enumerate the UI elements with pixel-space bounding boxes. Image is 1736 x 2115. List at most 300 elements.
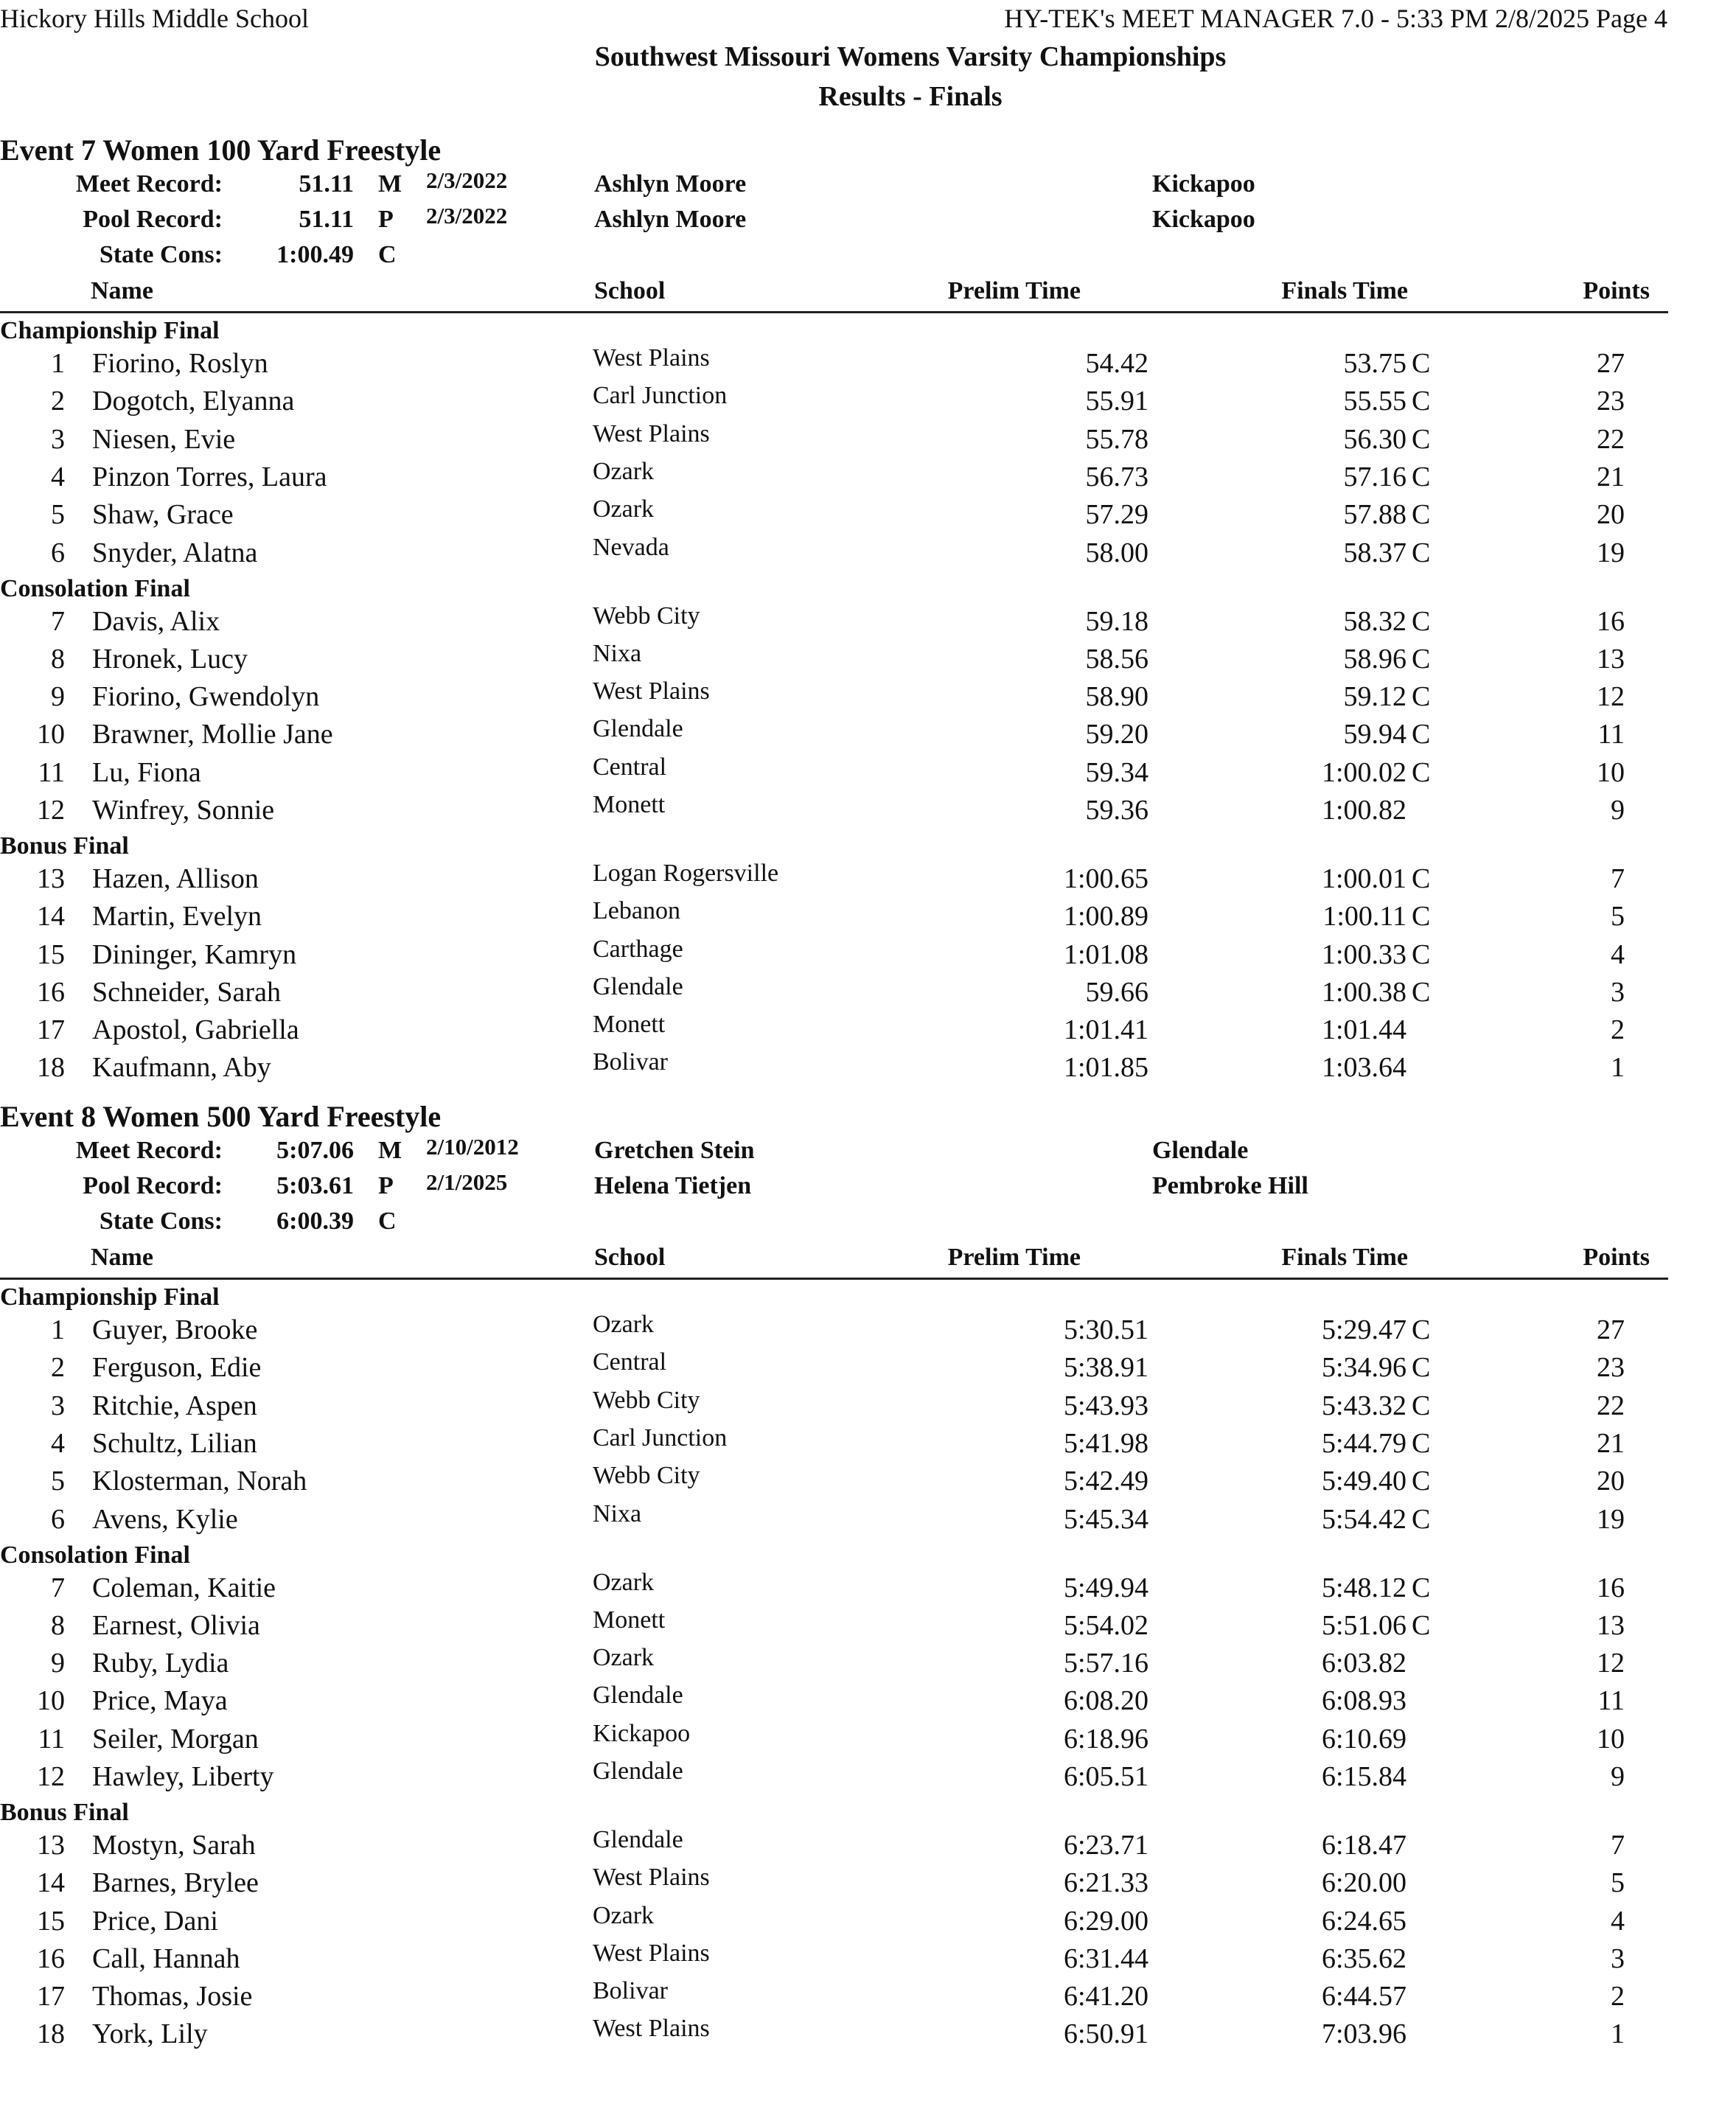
standard-flag: C (1412, 719, 1431, 750)
school: West Plains (593, 2015, 710, 2042)
prelim-time: 5:57.16 (1063, 1648, 1148, 1679)
record-label: Meet Record: (75, 1137, 223, 1164)
school: Glendale (593, 1757, 683, 1785)
swimmer-name: Niesen, Evie (92, 424, 236, 455)
swimmer-name: Klosterman, Norah (92, 1466, 307, 1496)
points: 10 (1597, 757, 1625, 788)
place: 6 (51, 1504, 65, 1535)
column-header-prelim: Prelim Time (947, 1244, 1081, 1271)
organization-name: Hickory Hills Middle School (0, 4, 309, 33)
standard-flag: C (1412, 939, 1431, 970)
swimmer-name: Schultz, Lilian (92, 1428, 257, 1459)
prelim-time: 5:42.49 (1063, 1466, 1148, 1496)
school: Glendale (593, 973, 683, 1000)
finals-time: 6:35.62 (1321, 1943, 1406, 1974)
school: Glendale (593, 1826, 683, 1853)
finals-time: 1:01.44 (1321, 1014, 1406, 1045)
swimmer-name: Fiorino, Roslyn (92, 348, 268, 379)
prelim-time: 59.66 (1085, 977, 1148, 1008)
points: 27 (1597, 348, 1625, 379)
record-date: 2/10/2012 (426, 1134, 519, 1160)
result-row (0, 1348, 1736, 1389)
finals-time: 55.55 (1343, 386, 1406, 417)
finals-time: 5:44.79 (1321, 1428, 1406, 1459)
swimmer-name: Hronek, Lucy (92, 644, 248, 675)
school: Monett (593, 1606, 666, 1634)
standard-flag: C (1412, 499, 1431, 530)
record-row (0, 167, 1736, 206)
place: 12 (37, 1761, 65, 1792)
record-team: Pembroke Hill (1152, 1172, 1308, 1199)
result-row (0, 1757, 1736, 1798)
record-time: 51.11 (299, 206, 354, 233)
school: West Plains (593, 344, 710, 372)
place: 13 (37, 1830, 65, 1861)
column-header-points: Points (1583, 1244, 1650, 1271)
place: 10 (37, 1685, 65, 1716)
result-row (0, 1684, 1736, 1722)
swimmer-name: Thomas, Josie (92, 1981, 253, 2012)
record-code: P (378, 1172, 394, 1199)
school: Ozark (593, 1902, 655, 1929)
school: Logan Rogersville (593, 860, 779, 887)
school: Central (593, 1348, 667, 1376)
standard-flag: C (1412, 977, 1431, 1008)
school: West Plains (593, 677, 710, 705)
finals-time: 1:00.01 (1321, 863, 1406, 894)
points: 21 (1597, 1428, 1625, 1459)
result-row (0, 458, 1736, 498)
place: 17 (37, 1981, 65, 2012)
section-label: Bonus Final (0, 1799, 129, 1826)
points: 23 (1597, 386, 1625, 417)
place: 10 (37, 719, 65, 750)
swimmer-name: York, Lily (92, 2018, 208, 2049)
result-row (0, 860, 1736, 900)
swimmer-name: Davis, Alix (92, 606, 220, 637)
record-date: 2/1/2025 (426, 1169, 508, 1195)
points: 5 (1611, 1867, 1625, 1898)
school: West Plains (593, 1940, 710, 1967)
finals-time: 1:00.11 (1322, 901, 1406, 932)
place: 2 (51, 1352, 65, 1383)
points: 13 (1597, 1610, 1625, 1641)
school: Ozark (593, 1311, 655, 1338)
place: 11 (38, 757, 65, 788)
result-row (0, 534, 1736, 574)
swimmer-name: Hazen, Allison (92, 863, 259, 894)
finals-time: 58.32 (1343, 606, 1406, 637)
prelim-time: 58.56 (1085, 644, 1148, 675)
result-row (0, 897, 1736, 938)
result-row (0, 602, 1736, 643)
prelim-time: 5:38.91 (1063, 1352, 1148, 1383)
place: 7 (51, 1572, 65, 1603)
finals-time: 53.75 (1343, 348, 1406, 379)
standard-flag: C (1412, 1572, 1431, 1603)
place: 14 (37, 1867, 65, 1898)
swimmer-name: Dininger, Kamryn (92, 939, 297, 970)
standard-flag: C (1412, 424, 1431, 455)
place: 5 (51, 499, 65, 530)
finals-time: 6:24.65 (1321, 1906, 1406, 1937)
prelim-time: 1:01.08 (1063, 939, 1148, 970)
finals-time: 1:00.38 (1321, 977, 1406, 1008)
swimmer-name: Dogotch, Elyanna (92, 386, 295, 417)
points: 22 (1597, 424, 1625, 455)
place: 8 (51, 1610, 65, 1641)
school: Ozark (593, 1569, 655, 1596)
swimmer-name: Barnes, Brylee (92, 1867, 259, 1898)
event-title: Event 8 Women 500 Yard Freestyle (0, 1100, 442, 1133)
prelim-time: 59.36 (1085, 795, 1148, 826)
section-label: Consolation Final (0, 574, 190, 602)
points: 4 (1611, 939, 1625, 970)
result-row (0, 753, 1736, 794)
column-header-school: School (594, 277, 666, 304)
result-row (0, 1569, 1736, 1609)
prelim-time: 6:23.71 (1063, 1830, 1148, 1861)
result-row (0, 2015, 1736, 2055)
result-row (0, 1902, 1736, 1942)
record-date: 2/3/2022 (426, 167, 508, 193)
school: Ozark (593, 1644, 655, 1671)
swimmer-name: Price, Dani (92, 1906, 218, 1937)
points: 3 (1611, 977, 1625, 1008)
standard-flag: C (1412, 901, 1431, 932)
record-code: C (378, 241, 397, 268)
points: 1 (1611, 1052, 1625, 1083)
result-row (0, 1311, 1736, 1351)
place: 3 (51, 1390, 65, 1421)
prelim-time: 1:01.85 (1063, 1052, 1148, 1083)
swimmer-name: Price, Maya (92, 1685, 228, 1716)
points: 11 (1597, 719, 1625, 750)
place: 9 (51, 681, 65, 712)
standard-flag: C (1412, 348, 1431, 379)
place: 3 (51, 424, 65, 455)
finals-time: 6:18.47 (1321, 1830, 1406, 1861)
record-team: Kickapoo (1152, 170, 1255, 198)
prelim-time: 59.20 (1085, 719, 1148, 750)
prelim-time: 6:31.44 (1063, 1943, 1148, 1974)
school: Nevada (593, 534, 669, 561)
prelim-time: 57.29 (1085, 499, 1148, 530)
school: Carl Junction (593, 1424, 728, 1452)
result-row (0, 1011, 1736, 1051)
standard-flag: C (1412, 644, 1431, 675)
points: 2 (1611, 1981, 1625, 2012)
school: Webb City (593, 1462, 700, 1489)
result-row (0, 1424, 1736, 1465)
prelim-time: 59.34 (1085, 757, 1148, 788)
prelim-time: 6:05.51 (1063, 1761, 1148, 1792)
prelim-time: 58.00 (1085, 537, 1148, 568)
results-subtitle: Results - Finals (818, 81, 1003, 112)
finals-time: 58.96 (1343, 644, 1406, 675)
result-row (0, 677, 1736, 718)
points: 16 (1597, 1572, 1625, 1603)
points: 12 (1597, 681, 1625, 712)
swimmer-name: Call, Hannah (92, 1943, 240, 1974)
points: 12 (1597, 1648, 1625, 1679)
standard-flag: C (1412, 681, 1431, 712)
standard-flag: C (1412, 606, 1431, 637)
finals-time: 57.88 (1343, 499, 1406, 530)
finals-time: 1:00.82 (1321, 795, 1406, 826)
school: Bolivar (593, 1048, 668, 1076)
record-time: 5:03.61 (276, 1172, 354, 1199)
standard-flag: C (1412, 1610, 1431, 1641)
finals-time: 1:00.02 (1321, 757, 1406, 788)
place: 18 (37, 2018, 65, 2049)
finals-time: 5:43.32 (1321, 1390, 1406, 1421)
result-row (0, 1462, 1736, 1502)
points: 11 (1597, 1685, 1625, 1716)
prelim-time: 6:29.00 (1063, 1906, 1148, 1937)
finals-time: 6:15.84 (1321, 1761, 1406, 1792)
school: Nixa (593, 1500, 642, 1527)
result-row (0, 715, 1736, 756)
swimmer-name: Guyer, Brooke (92, 1314, 258, 1345)
finals-time: 59.12 (1343, 681, 1406, 712)
school: Kickapoo (593, 1720, 691, 1747)
finals-time: 5:48.12 (1321, 1572, 1406, 1603)
points: 3 (1611, 1943, 1625, 1974)
swimmer-name: Ritchie, Aspen (92, 1390, 257, 1421)
standard-flag: C (1412, 757, 1431, 788)
points: 4 (1611, 1906, 1625, 1937)
place: 11 (38, 1724, 65, 1755)
prelim-time: 6:21.33 (1063, 1867, 1148, 1898)
points: 7 (1611, 863, 1625, 894)
standard-flag: C (1412, 1466, 1431, 1496)
swimmer-name: Coleman, Kaitie (92, 1572, 276, 1603)
points: 5 (1611, 901, 1625, 932)
result-row (0, 344, 1736, 385)
finals-time: 56.30 (1343, 424, 1406, 455)
result-row (0, 1387, 1736, 1427)
section-label: Bonus Final (0, 832, 129, 860)
finals-time: 6:20.00 (1321, 1867, 1406, 1898)
finals-time: 5:34.96 (1321, 1352, 1406, 1383)
points: 19 (1597, 1504, 1625, 1535)
school: West Plains (593, 420, 710, 447)
place: 4 (51, 1428, 65, 1459)
prelim-time: 59.18 (1085, 606, 1148, 637)
result-row (0, 935, 1736, 976)
result-row (0, 1720, 1736, 1760)
column-header-finals: Finals Time (1281, 1244, 1408, 1271)
column-header-row (0, 276, 1668, 313)
record-row (0, 203, 1736, 241)
swimmer-name: Brawner, Mollie Jane (92, 719, 333, 750)
record-time: 5:07.06 (276, 1137, 354, 1164)
record-code: M (378, 1137, 402, 1164)
result-row (0, 1977, 1736, 2018)
prelim-time: 5:41.98 (1063, 1428, 1148, 1459)
standard-flag: C (1412, 386, 1431, 417)
points: 20 (1597, 499, 1625, 530)
record-label: Pool Record: (83, 206, 223, 233)
standard-flag: C (1412, 461, 1431, 492)
standard-flag: C (1412, 1428, 1431, 1459)
place: 16 (37, 977, 65, 1008)
prelim-time: 58.90 (1085, 681, 1148, 712)
place: 15 (37, 1906, 65, 1937)
prelim-time: 55.91 (1085, 386, 1148, 417)
finals-time: 7:03.96 (1321, 2018, 1406, 2049)
swimmer-name: Snyder, Alatna (92, 537, 258, 568)
points: 22 (1597, 1390, 1625, 1421)
school: Lebanon (593, 897, 680, 924)
prelim-time: 55.78 (1085, 424, 1148, 455)
place: 1 (51, 348, 65, 379)
record-label: Meet Record: (75, 170, 223, 198)
school: Glendale (593, 715, 683, 742)
prelim-time: 5:30.51 (1063, 1314, 1148, 1345)
standard-flag: C (1412, 1504, 1431, 1535)
place: 16 (37, 1943, 65, 1974)
points: 23 (1597, 1352, 1625, 1383)
prelim-time: 1:00.89 (1063, 901, 1148, 932)
school: Monett (593, 1011, 666, 1038)
column-header-name: Name (91, 1244, 153, 1271)
standard-flag: C (1412, 537, 1431, 568)
record-time: 6:00.39 (276, 1208, 354, 1235)
record-row (0, 241, 1736, 276)
prelim-time: 6:18.96 (1063, 1724, 1148, 1755)
prelim-time: 56.73 (1085, 461, 1148, 492)
swimmer-name: Lu, Fiona (92, 757, 201, 788)
swimmer-name: Hawley, Liberty (92, 1761, 274, 1792)
result-row (0, 640, 1736, 680)
place: 9 (51, 1648, 65, 1679)
swimmer-name: Earnest, Olivia (92, 1610, 260, 1641)
standard-flag: C (1412, 1352, 1431, 1383)
points: 13 (1597, 644, 1625, 675)
result-row (0, 382, 1736, 422)
column-header-name: Name (91, 277, 153, 304)
points: 2 (1611, 1014, 1625, 1045)
meet-title: Southwest Missouri Womens Varsity Championships (594, 41, 1227, 72)
prelim-time: 6:41.20 (1063, 1981, 1148, 2012)
swimmer-name: Seiler, Morgan (92, 1724, 259, 1755)
record-row (0, 1208, 1736, 1243)
record-holder: Gretchen Stein (594, 1137, 755, 1164)
finals-time: 6:03.82 (1321, 1648, 1406, 1679)
column-header-prelim: Prelim Time (947, 277, 1081, 304)
result-row (0, 1500, 1736, 1541)
section-label: Championship Final (0, 317, 220, 344)
column-header-finals: Finals Time (1281, 277, 1408, 304)
column-header-school: School (594, 1244, 666, 1271)
result-row (0, 495, 1736, 536)
points: 9 (1611, 795, 1625, 826)
place: 18 (37, 1052, 65, 1083)
finals-time: 5:51.06 (1321, 1610, 1406, 1641)
swimmer-name: Winfrey, Sonnie (92, 795, 275, 826)
result-row (0, 791, 1736, 832)
school: Webb City (593, 1387, 700, 1414)
record-holder: Ashlyn Moore (594, 206, 747, 233)
swimmer-name: Schneider, Sarah (92, 977, 281, 1008)
swimmer-name: Mostyn, Sarah (92, 1830, 256, 1861)
record-row (0, 1134, 1736, 1172)
record-team: Kickapoo (1152, 206, 1255, 233)
finals-time: 5:29.47 (1321, 1314, 1406, 1345)
finals-time: 1:00.33 (1321, 939, 1406, 970)
points: 19 (1597, 537, 1625, 568)
place: 5 (51, 1466, 65, 1496)
record-date: 2/3/2022 (426, 203, 508, 229)
finals-time: 57.16 (1343, 461, 1406, 492)
swimmer-name: Shaw, Grace (92, 499, 234, 530)
place: 6 (51, 537, 65, 568)
swimmer-name: Pinzon Torres, Laura (92, 461, 327, 492)
section-label: Consolation Final (0, 1541, 190, 1569)
record-team: Glendale (1152, 1137, 1249, 1164)
swimmer-name: Fiorino, Gwendolyn (92, 681, 320, 712)
prelim-time: 5:54.02 (1063, 1610, 1148, 1641)
place: 15 (37, 939, 65, 970)
record-time: 51.11 (299, 170, 354, 198)
points: 1 (1611, 2018, 1625, 2049)
swimmer-name: Martin, Evelyn (92, 901, 262, 932)
result-row (0, 1942, 1736, 1980)
swimmer-name: Ruby, Lydia (92, 1648, 229, 1679)
finals-time: 5:54.42 (1321, 1504, 1406, 1535)
school: Carthage (593, 935, 683, 963)
swimmer-name: Kaufmann, Aby (92, 1052, 271, 1083)
finals-time: 5:49.40 (1321, 1466, 1406, 1496)
column-header-points: Points (1583, 277, 1650, 304)
school: Monett (593, 791, 666, 818)
finals-time: 59.94 (1343, 719, 1406, 750)
school: Ozark (593, 458, 655, 485)
record-code: P (378, 206, 394, 233)
school: Glendale (593, 1682, 683, 1709)
place: 13 (37, 863, 65, 894)
record-label: State Cons: (99, 241, 223, 268)
swimmer-name: Ferguson, Edie (92, 1352, 262, 1383)
swimmer-name: Apostol, Gabriella (92, 1014, 299, 1045)
points: 20 (1597, 1466, 1625, 1496)
points: 10 (1597, 1724, 1625, 1755)
school: Webb City (593, 602, 700, 630)
finals-time: 6:10.69 (1321, 1724, 1406, 1755)
record-code: C (378, 1208, 397, 1235)
points: 16 (1597, 606, 1625, 637)
record-holder: Ashlyn Moore (594, 170, 747, 198)
prelim-time: 1:00.65 (1063, 863, 1148, 894)
school: Carl Junction (593, 382, 728, 409)
prelim-time: 1:01.41 (1063, 1014, 1148, 1045)
points: 27 (1597, 1314, 1625, 1345)
result-row (0, 1864, 1736, 1904)
section-label: Championship Final (0, 1283, 220, 1311)
prelim-time: 54.42 (1085, 348, 1148, 379)
prelim-time: 6:08.20 (1063, 1685, 1148, 1716)
record-label: State Cons: (99, 1208, 223, 1235)
school: West Plains (593, 1864, 710, 1891)
result-row (0, 1826, 1736, 1867)
record-code: M (378, 170, 402, 198)
event-title: Event 7 Women 100 Yard Freestyle (0, 133, 442, 167)
prelim-time: 5:43.93 (1063, 1390, 1148, 1421)
software-info: HY-TEK's MEET MANAGER 7.0 - 5:33 PM 2/8/2025 Page 4 (1004, 4, 1667, 33)
school: Ozark (593, 495, 655, 523)
